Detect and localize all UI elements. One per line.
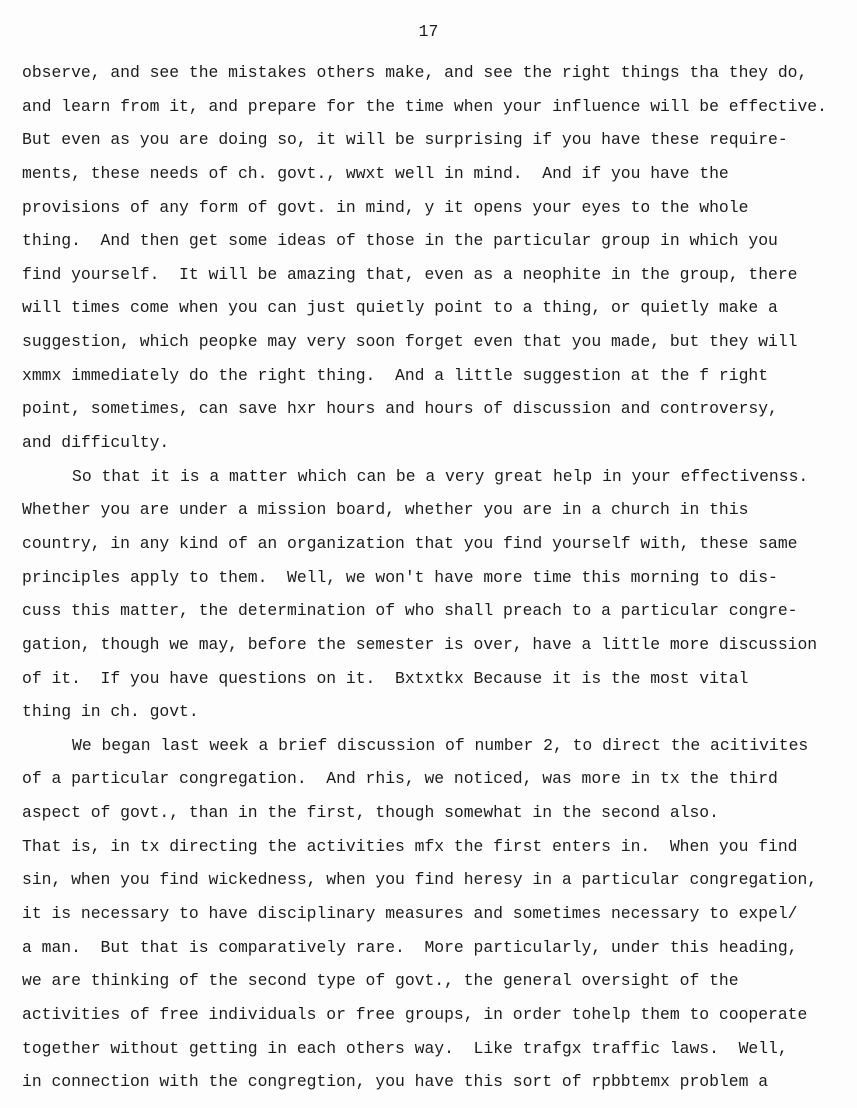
text-line: provisions of any form of govt. in mind, y it opens your eyes to the whole [22,197,749,217]
text-line: gation, though we may, before the semester is over, have a little more discussion [22,634,818,654]
text-line: thing in ch. govt. [22,702,199,722]
text-line: principles apply to them. Well, we won't have more time this morning to dis- [22,567,778,587]
text-line: of it. If you have questions on it. Bxtxtkx Because it is the most vital [22,668,749,688]
text-line: country, in any kind of an organization that you find yourself with, these same [22,533,798,553]
text-line: activities of free individuals or free groups, in order tohelp them to cooperate [22,1004,808,1024]
text-line: together without getting in each others way. Like trafgx traffic laws. Well, [22,1038,788,1058]
text-line: That is, in tx directing the activities mfx the first enters in. When you find [22,836,798,856]
text-line: ments, these needs of ch. govt., wwxt well in mind. And if you have the [22,163,729,183]
page-number: 17 [418,22,439,41]
text-line: We began last week a brief discussion of number 2, to direct the acitivites [72,735,809,755]
text-line: sin, when you find wickedness, when you find heresy in a particular congregation, [22,870,818,890]
text-line: aspect of govt., than in the first, though somewhat in the second also. [22,803,719,823]
text-line: cuss this matter, the determination of who shall preach to a particular congre- [22,601,798,621]
text-line: and difficulty. [22,433,170,453]
text-line: it is necessary to have disciplinary measures and sometimes necessary to expel/ [22,904,798,924]
text-line: point, sometimes, can save hxr hours and hours of discussion and controversy, [22,399,778,419]
text-line: we are thinking of the second type of govt., the general oversight of the [22,971,739,991]
text-line: But even as you are doing so, it will be surprising if you have these require- [22,130,788,150]
text-line: suggestion, which peopke may very soon forget even that you made, but they will [22,332,798,352]
text-line: thing. And then get some ideas of those in the particular group in which you [22,231,778,251]
text-line: Whether you are under a mission board, whether you are in a church in this [22,500,749,520]
body-text [22,56,827,1099]
text-line: xmmx immediately do the right thing. And a little suggestion at the f right [22,365,769,385]
text-line: and learn from it, and prepare for the time when your influence will be effective. [22,96,827,116]
text-line: of a particular congregation. And rhis, we noticed, was more in tx the third [22,769,778,789]
text-line: will times come when you can just quietly point to a thing, or quietly make a [22,298,778,318]
text-line: in connection with the congregtion, you have this sort of rpbbtemx problem a [22,1072,769,1092]
text-line: So that it is a matter which can be a very great help in your effectivenss. [72,466,809,486]
text-line: find yourself. It will be amazing that, even as a neophite in the group, there [22,264,798,284]
text-line: observe, and see the mistakes others make, and see the right things tha they do, [22,63,808,82]
text-line: a man. But that is comparatively rare. More particularly, under this heading, [22,937,798,957]
